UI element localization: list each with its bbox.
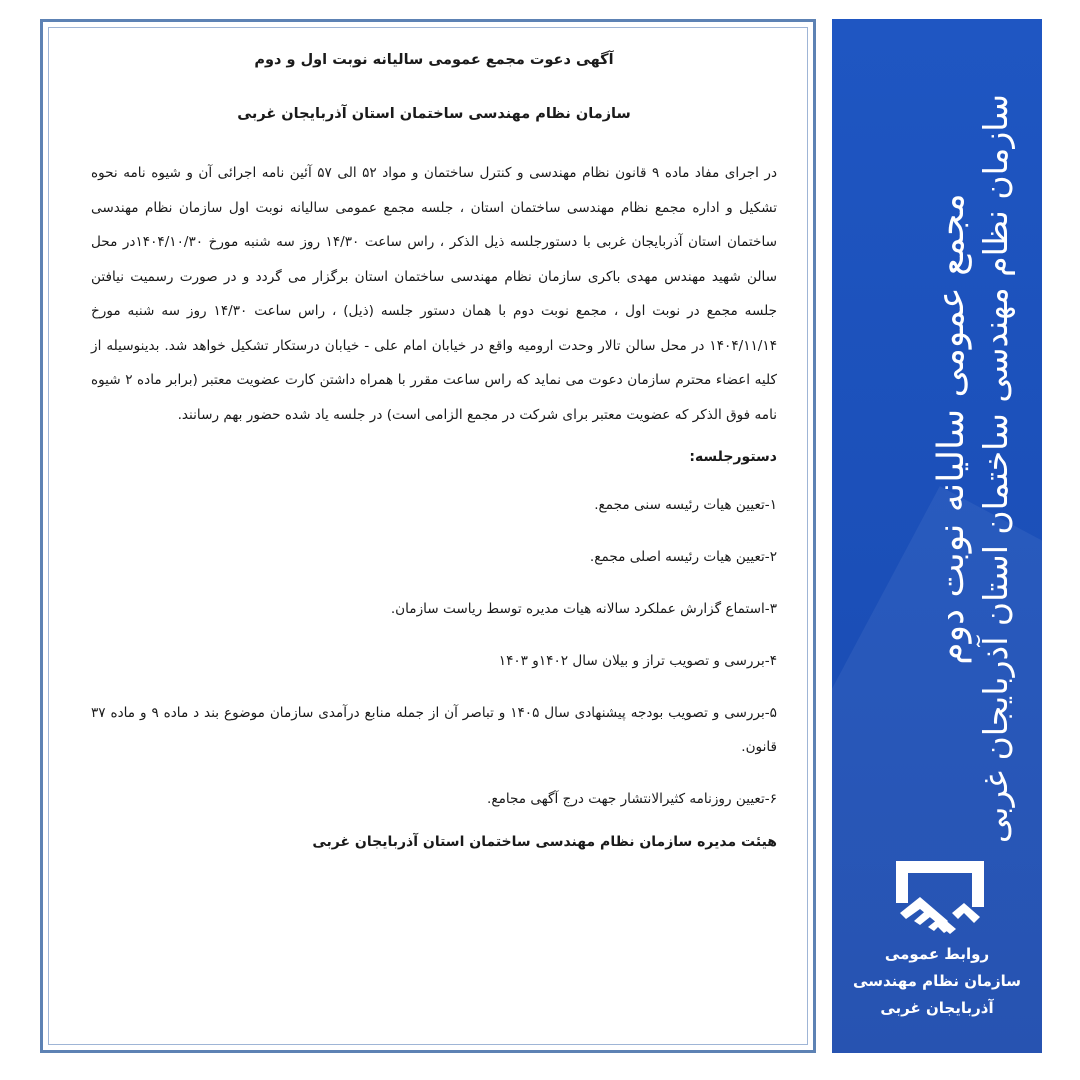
agenda-item: ۲-تعیین هیات رئیسه اصلی مجمع.	[589, 549, 777, 565]
agenda-item: ۳-استماع گزارش عملکرد سالانه هیات مدیره توسط ریاست سازمان.	[390, 601, 777, 617]
document-content	[91, 52, 777, 850]
agenda-list	[91, 488, 777, 816]
organization-name: سازمان نظام مهندسی ساختمان استان آذربایجان غربی	[237, 106, 631, 122]
agenda-title: دستورجلسه:	[689, 449, 777, 465]
public-relations-label	[832, 941, 1042, 1022]
banner-subline: سازمان نظام مهندسی ساختمان استان آذربایجان غربی	[976, 94, 1015, 844]
pr-line: آذربایجان غربی	[880, 999, 994, 1017]
board-signature: هیئت مدیره سازمان نظام مهندسی ساختمان استان آذربایجان غربی	[312, 834, 777, 850]
announcement-document	[40, 19, 816, 1053]
side-banner	[832, 19, 1042, 1053]
agenda-item: ۴-بررسی و تصویب تراز و بیلان سال ۱۴۰۲و ۱۴۰۳	[498, 653, 777, 669]
announcement-body: در اجرای مفاد ماده ۹ قانون نظام مهندسی و کنترل ساختمان و مواد ۵۲ الی ۵۷ آئین نامه اجرائی آن و شیوه نامه نحوه تشکیل و اداره مجمع نظام مهندسی ساختمان استان ، جلسه مجمع عمومی سالیانه نوبت اول سازمان نظام مهندسی ساختمان استان آذربایجان غربی با دستورجلسه ذیل الذکر ، راس ساعت ۱۴/۳۰ روز سه شنبه مورخ ۱۴۰۴/۱۰/۳۰در محل سالن شهید مهندس مهدی باکری سازمان نظام مهندسی ساختمان استان برگزار می گردد و در صورت رسمیت نیافتن جلسه مجمع در نوبت اول ، مجمع نوبت دوم با همان دستور جلسه (ذیل) ، راس ساعت ۱۴/۳۰ روز سه شنبه مورخ ۱۴۰۴/۱۱/۱۴ در محل سالن تالار وحدت ارومیه واقع در خیابان امام علی - خیابان درستکار تشکیل خواهد شد. بدینوسیله از کلیه اعضاء محترم سازمان دعوت می نماید که راس ساعت مقرر با همراه داشتن کارت عضویت معتبر (برابر ماده ۲ شیوه نامه فوق الذکر که عضویت معتبر برای شرکت در مجمع الزامی است) در جلسه یاد شده حضور بهم رسانند.	[91, 165, 777, 423]
agenda-item: ۱-تعیین هیات رئیسه سنی مجمع.	[594, 497, 777, 513]
pr-line: روابط عمومی	[884, 945, 990, 963]
pr-line: سازمان نظام مهندسی	[853, 972, 1021, 990]
banner-headline: مجمع عمومی سالیانه نوبت دوم	[931, 193, 972, 665]
document-title: آگهی دعوت مجمع عمومی سالیانه نوبت اول و دوم	[254, 52, 614, 68]
agenda-item: ۶-تعیین روزنامه کثیرالانتشار جهت درج آگهی مجامع.	[487, 791, 777, 807]
agenda-item: ۵-بررسی و تصویب بودجه پیشنهادی سال ۱۴۰۵ و تباصر آن از جمله منابع درآمدی سازمان موضوع بند د ماده ۹ و ماده ۳۷ قانون.	[91, 705, 777, 755]
engineering-organization-logo-icon	[892, 857, 988, 935]
